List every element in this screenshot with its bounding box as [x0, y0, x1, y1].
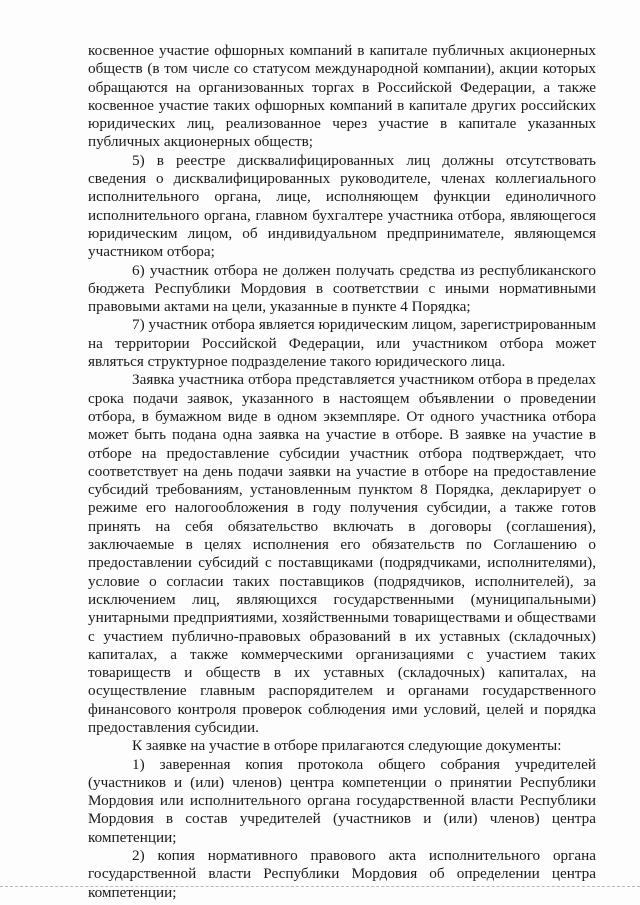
paragraph-documents-intro: К заявке на участие в отборе прилагаются следующие документы: — [132, 737, 562, 755]
document-body — [88, 42, 596, 902]
page-bottom-rule — [0, 886, 640, 887]
paragraph-application: Заявка участника отбора представляется участником отбора в пределах срока подачи заявок, указанного в настоящем объявлении о проведении отбора, в бумажном виде в одном экземпляре. От одного участника отбора может быть подана одна заявка на участие в отборе. В заявке на участие в отборе на предоставление субсидии участник отбора подтверждает, что соответствует на день подачи заявки на участие в отборе на предоставление субсидий требованиям, установленным пунктом 8 Порядка, декларирует о режиме его налогообложения в году получения субсидии, а также готов принять на себя обязательство включать в договоры (соглашения), заключаемые в целях исполнения его обязательств по Соглашению о предоставлении субсидий с поставщиками (подрядчиками, исполнителями), условие о согласии таких поставщиков (подрядчиков, исполнителей), за исключением лиц, являющихся государственными (муниципальными) унитарными предприятиями, хозяйственными товариществами и обществами с участием публично-правовых образований в их уставных (складочных) капиталах, а также коммерческими организациями с участием таких товариществ и обществ в их уставных (складочных) капиталах, на осуществление главным распорядителем и органами государственного финансового контроля проверок соблюдения ими условий, целей и порядка предоставления субсидии. — [88, 371, 596, 736]
paragraph-item-5-disqualified: 5) в реестре дисквалифицированных лиц должны отсутствовать сведения о дисквалифицированных руководителе, членах коллегиального исполнительного органа, лице, исполняющем функции единоличного исполнительного органа, главном бухгалтере участника отбора, являющегося юридическим лицом, об индивидуальном предпринимателе, являющемся участником отбора; — [88, 151, 596, 261]
paragraph-doc-item-1: 1) заверенная копия протокола общего собрания учредителей (участников и (или) членов) центра компетенции о принятии Республики Мордовия или исполнительного органа государственной власти Республики Мордовия в состав учредителей (участников и (или) членов) центра компетенции; — [88, 755, 596, 846]
paragraph-item-6-budget: 6) участник отбора не должен получать средства из республиканского бюджета Республики Мордовия в соответствии с иными нормативными правовыми актами на цели, указанные в пункте 4 Порядка; — [88, 261, 596, 316]
paragraph-offshore-participation: косвенное участие офшорных компаний в капитале публичных акционерных обществ (в том числе со статусом международной компании), акции которых обращаются на организованных торгах в Российской Федерации, а также косвенное участие таких офшорных компаний в капитале других российских юридических лиц, реализованное через участие в капитале указанных публичных акционерных обществ; — [88, 42, 596, 151]
paragraph-doc-item-2: 2) копия нормативного правового акта исполнительного органа государственной власти Республики Мордовия об определении центра компетенции; — [88, 847, 596, 901]
paragraph-item-7-legal-entity: 7) участник отбора является юридическим лицом, зарегистрированным на территории Российской Федерации, или участником отбора может являться структурное подразделение такого юридического лица. — [88, 316, 596, 371]
